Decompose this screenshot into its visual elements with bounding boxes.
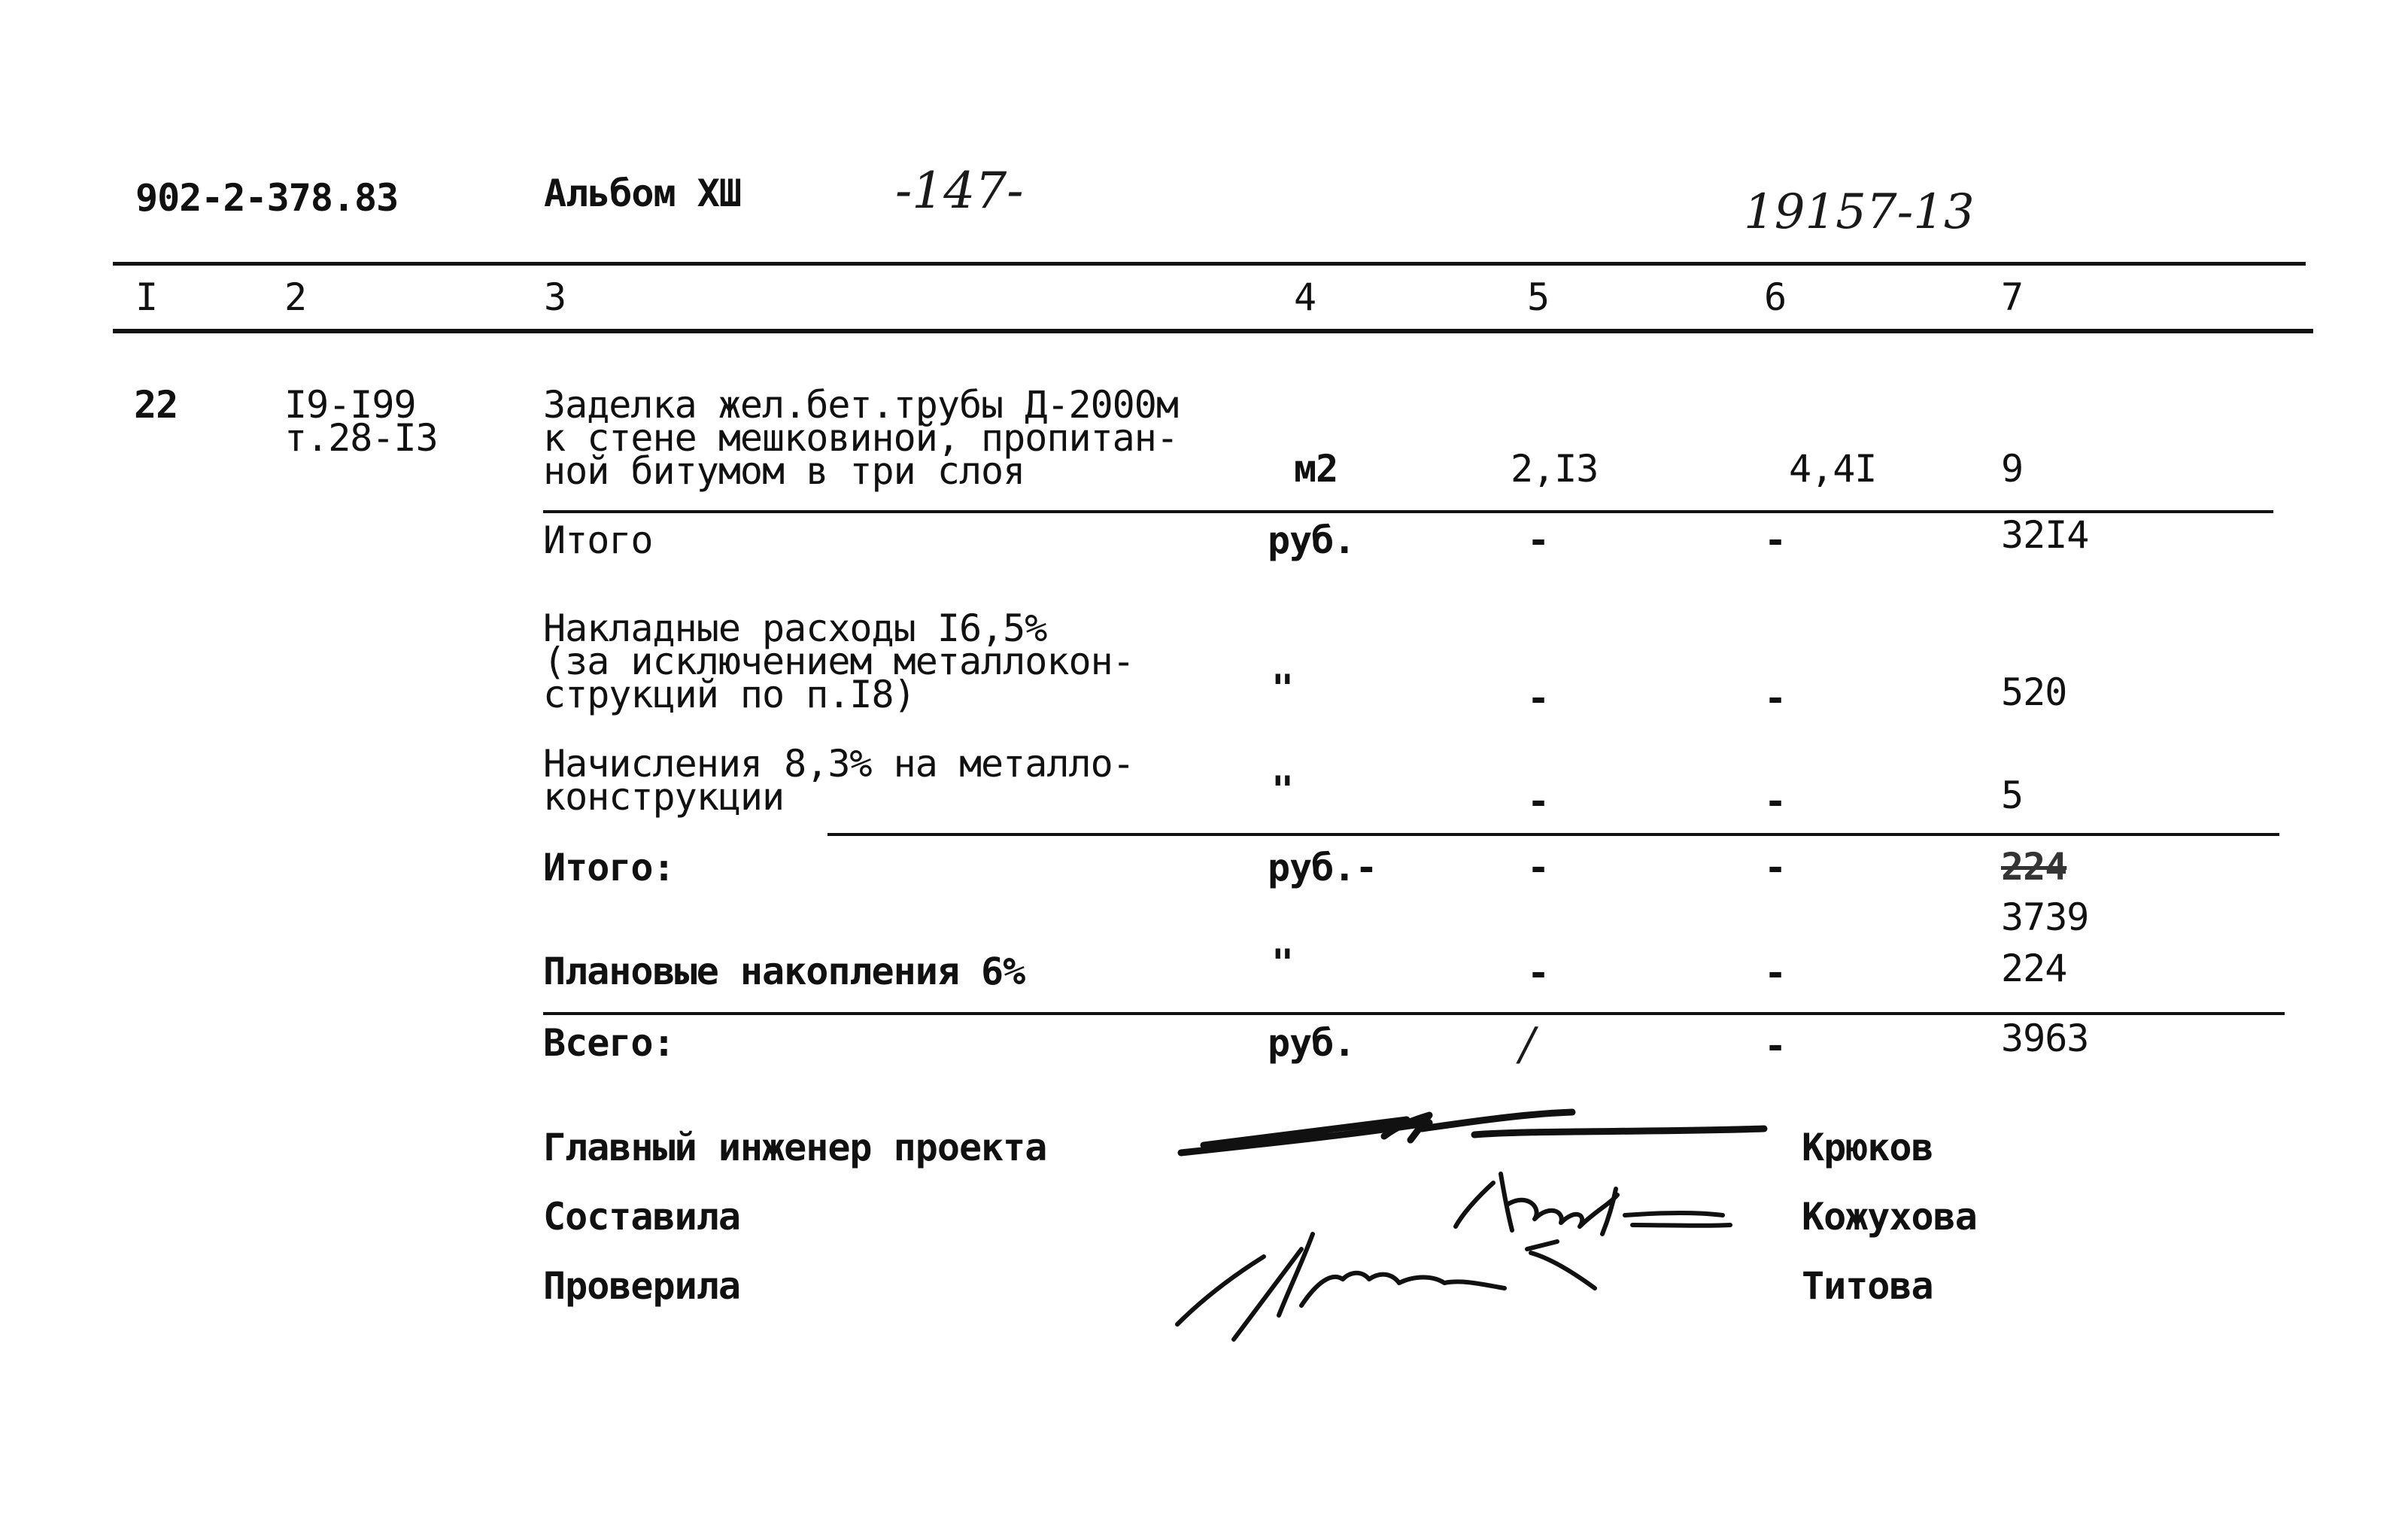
signature-role-chief-engineer: Главный инженер проекта: [543, 1126, 1047, 1169]
item-unit-price: 4,4I: [1789, 447, 1877, 491]
subtotal-2-value: 3739: [2001, 895, 2089, 939]
col-header-3: 3: [544, 275, 566, 319]
grand-total-value: 3963: [2001, 1017, 2089, 1060]
grand-total-label: Всего:: [543, 1021, 675, 1065]
planned-value: 224: [2001, 947, 2067, 990]
item-reference-2: т.28-I3: [284, 416, 438, 460]
accruals-line-2: конструкции: [543, 775, 785, 819]
accruals-col5: -: [1527, 780, 1550, 823]
subtotal-2-struck-value: 224: [2001, 845, 2067, 889]
overhead-col5: -: [1527, 676, 1550, 720]
grand-total-unit: руб.: [1268, 1021, 1356, 1065]
subtotal-2-col5: -: [1527, 846, 1550, 889]
item-description-line-2: к стене мешковиной, пропитан-: [543, 416, 1178, 460]
overhead-line-1: Накладные расходы I6,5%: [543, 606, 1047, 650]
subtotal-2-unit: руб.-: [1268, 846, 1377, 889]
col-header-4: 4: [1294, 275, 1316, 319]
overhead-unit: ": [1271, 667, 1294, 710]
signature-name-checked: Титова: [1802, 1264, 1933, 1308]
subtotal-2-label: Итого:: [543, 846, 675, 889]
accruals-line-1: Начисления 8,3% на металло-: [543, 742, 1134, 786]
overhead-value: 520: [2001, 670, 2067, 714]
inventory-number: 19157-13: [1744, 184, 1975, 240]
overhead-line-2: (за исключением металлокон-: [543, 640, 1134, 683]
col-header-1: I: [135, 275, 158, 319]
col-header-6: 6: [1764, 275, 1787, 319]
overhead-line-3: струкций по п.I8): [543, 673, 916, 716]
subtotal-1-value: 32I4: [2001, 513, 2089, 557]
subtotal-1-col6: -: [1764, 518, 1787, 562]
album-label: Альбом XШ: [544, 172, 741, 215]
col-header-5: 5: [1527, 275, 1550, 319]
signature-chief-engineer: [1181, 1112, 1764, 1153]
page-number: -147-: [895, 162, 1024, 220]
item-unit: м2: [1294, 447, 1338, 491]
planned-label: Плановые накопления 6%: [543, 950, 1025, 993]
planned-col5: -: [1527, 951, 1550, 995]
item-description-line-3: ной битумом в три слоя: [543, 449, 1025, 493]
subtotal-1-col5: -: [1527, 518, 1550, 562]
accruals-unit: ": [1271, 768, 1294, 812]
accruals-col6: -: [1764, 780, 1787, 823]
signature-role-checked: Проверила: [543, 1264, 740, 1308]
subtotal-1-unit: руб.: [1268, 518, 1356, 562]
subtotal-2-col6: -: [1764, 846, 1787, 889]
item-quantity: 2,I3: [1511, 447, 1599, 491]
grand-total-col6: -: [1764, 1024, 1787, 1068]
signature-role-compiled: Составила: [543, 1195, 740, 1239]
doc-code: 902-2-378.83: [135, 176, 399, 220]
planned-col6: -: [1764, 951, 1787, 995]
item-total: 9: [2001, 447, 2024, 491]
signature-name-chief-engineer: Крюков: [1802, 1126, 1933, 1169]
grand-total-col5: /: [1520, 1018, 1535, 1071]
item-reference-1: I9-I99: [284, 383, 416, 427]
item-number: 22: [134, 383, 178, 427]
accruals-value: 5: [2001, 774, 2024, 817]
item-description-line-1: Заделка жел.бет.трубы Д-2000м: [543, 383, 1178, 427]
col-header-2: 2: [284, 275, 307, 319]
signature-compiled: [1456, 1174, 1730, 1234]
subtotal-1-label: Итого: [543, 518, 653, 562]
planned-unit: ": [1271, 941, 1294, 985]
col-header-7: 7: [2001, 275, 2024, 319]
signature-name-compiled: Кожухова: [1802, 1195, 1977, 1239]
signature-checked: [1177, 1234, 1595, 1339]
overhead-col6: -: [1764, 676, 1787, 720]
